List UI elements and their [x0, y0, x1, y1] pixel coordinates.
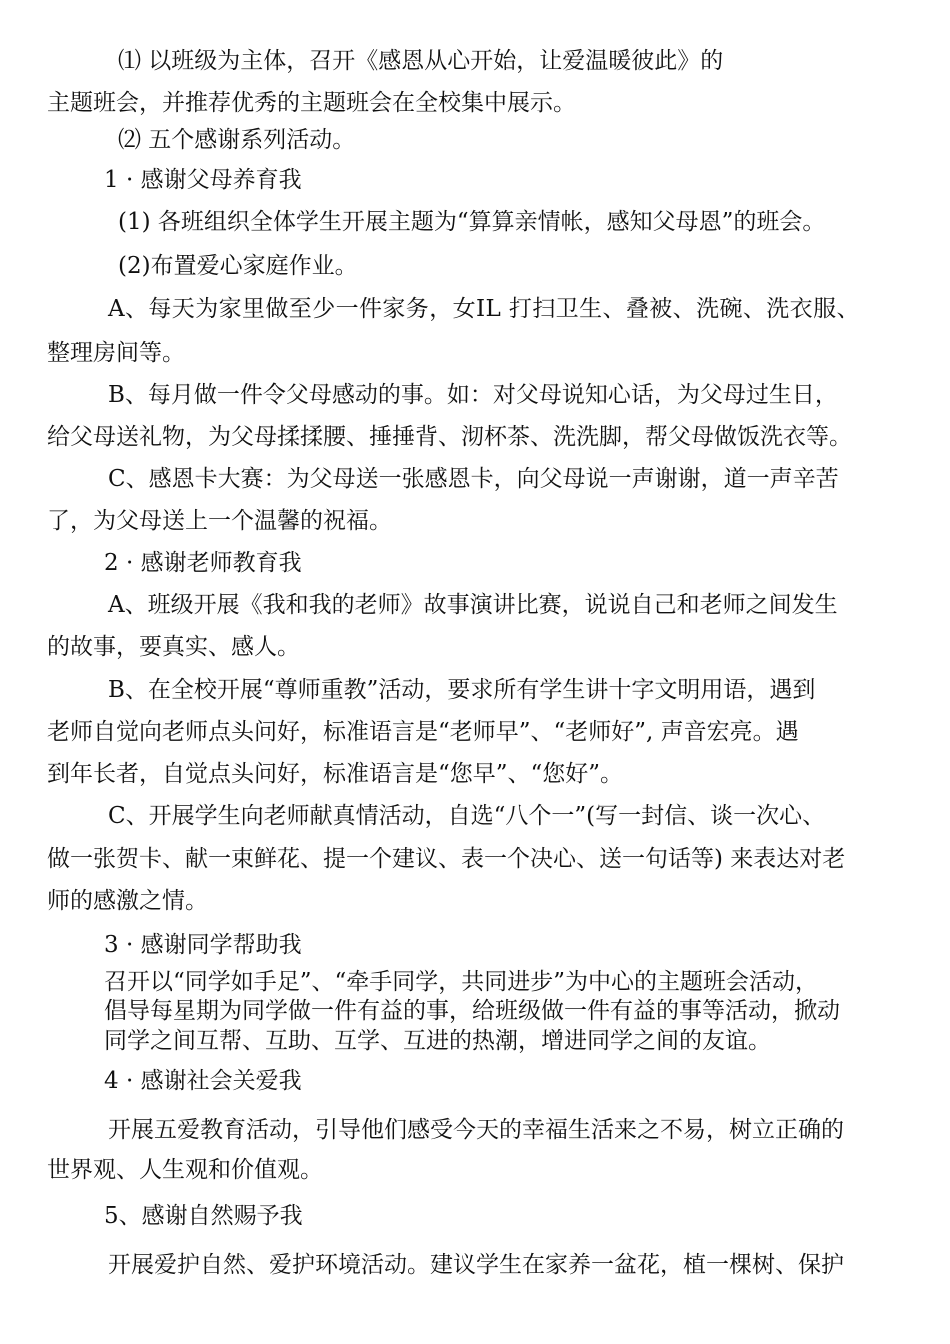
text-line: C、开展学生向老师献真情活动，自选“八个一”(写一封信、谈一次心、 — [108, 803, 826, 829]
text-line: ⑵ 五个感谢系列活动。 — [118, 127, 356, 153]
text-line: (1) 各班组织全体学生开展主题为“算算亲情帐，感知父母恩”的班会。 — [118, 209, 826, 235]
text-line: 师的感激之情。 — [47, 888, 208, 914]
text-line: 到年长者，自觉点头问好，标准语言是“您早”、“您好”。 — [47, 761, 624, 787]
text-line: 给父母送礼物，为父母揉揉腰、捶捶背、沏杯茶、洗洗脚，帮父母做饭洗衣等。 — [47, 424, 852, 450]
text-line: 同学之间互帮、互助、互学、互进的热潮，增进同学之间的友谊。 — [104, 1028, 771, 1054]
section-heading: 3 · 感谢同学帮助我 — [104, 932, 302, 958]
text-line: A、班级开展《我和我的老师》故事演讲比赛，说说自己和老师之间发生 — [108, 592, 838, 618]
text-line: 召开以“同学如手足”、“牵手同学，共同进步”为中心的主题班会活动， — [104, 969, 819, 995]
text-line: 开展五爱教育活动，引导他们感受今天的幸福生活来之不易，树立正确的 — [108, 1117, 844, 1143]
text-line: 老师自觉向老师点头问好，标准语言是“老师早”、“老师好”, 声音宏亮。遇 — [47, 719, 799, 745]
text-line: ⑴ 以班级为主体，召开《感恩从心开始，让爱温暖彼此》的 — [118, 48, 724, 74]
text-line: 开展爱护自然、爱护环境活动。建议学生在家养一盆花，植一棵树、保护 — [108, 1252, 844, 1278]
section-heading: 5、感谢自然赐予我 — [104, 1203, 303, 1229]
text-line: 倡导每星期为同学做一件有益的事，给班级做一件有益的事等活动，掀动 — [104, 998, 840, 1024]
text-line: A、每天为家里做至少一件家务，女IL 打扫卫生、叠被、洗碗、洗衣服、 — [108, 296, 860, 322]
text-line: 了，为父母送上一个温馨的祝福。 — [47, 508, 392, 534]
text-line: B、每月做一件令父母感动的事。如：对父母说知心话，为父母过生日， — [108, 382, 838, 408]
text-line: 主题班会，并推荐优秀的主题班会在全校集中展示。 — [47, 90, 576, 116]
text-line: C、感恩卡大赛：为父母送一张感恩卡，向父母说一声谢谢，道一声辛苦 — [108, 466, 839, 492]
text-line: 整理房间等。 — [47, 340, 185, 366]
section-heading: 1 · 感谢父母养育我 — [104, 167, 302, 193]
text-line: 世界观、人生观和价值观。 — [47, 1157, 323, 1183]
section-heading: 4 · 感谢社会关爱我 — [104, 1068, 302, 1094]
section-heading: 2 · 感谢老师教育我 — [104, 550, 302, 576]
text-line: B、在全校开展“尊师重教”活动，要求所有学生讲十字文明用语，遇到 — [108, 677, 816, 703]
text-line: (2)布置爱心家庭作业。 — [118, 253, 358, 279]
text-line: 的故事，要真实、感人。 — [47, 634, 300, 660]
text-line: 做一张贺卡、献一束鲜花、提一个建议、表一个决心、送一句话等) 来表达对老 — [47, 846, 846, 872]
